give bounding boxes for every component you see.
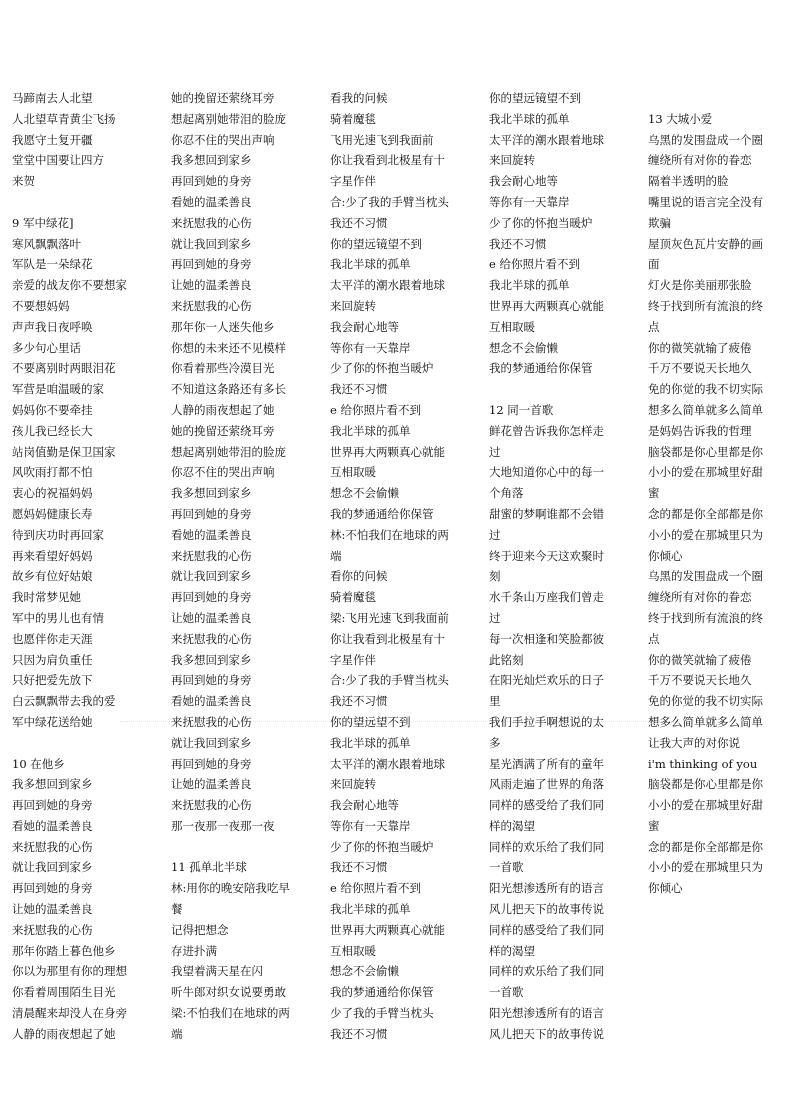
lyric-line: 互相取暖	[330, 943, 376, 958]
lyric-line: 来回旋转	[330, 777, 376, 792]
lyric-line: 乌黑的发围盘成一个圈	[648, 132, 763, 147]
lyric-line: 你想的未来还不见模样	[171, 340, 286, 355]
lyric-line: 我愿守土复开疆	[12, 132, 93, 147]
lyric-line: 小小的爱在那城里好甜	[648, 798, 763, 813]
lyric-line: 你倾心	[648, 548, 683, 563]
lyric-line: 你的微笑就输了疲倦	[648, 652, 752, 667]
lyric-line: 我们手拉手啊想说的太	[489, 714, 604, 729]
lyric-line: 不知道这条路还有多长	[171, 382, 286, 397]
blank-line	[12, 192, 162, 213]
lyric-line: 端	[330, 548, 342, 563]
lyric-line: 我北半球的孤单	[330, 735, 411, 750]
lyric-line: 千万不要说天长地久	[648, 361, 752, 376]
lyric-line: 人静的雨夜想起了她	[171, 402, 275, 417]
lyrics-column-4	[489, 88, 639, 1045]
lyric-line: 白云飘飘带去我的爱	[12, 694, 116, 709]
lyric-line: 我的梦通通给你保管	[330, 985, 434, 1000]
lyric-line: 那年你一人迷失他乡	[171, 319, 275, 334]
lyric-line: 你让我看到北极星有十	[330, 153, 445, 168]
lyric-line: 我还不习惯	[330, 694, 388, 709]
lyric-line: 那年你踏上暮色他乡	[12, 943, 116, 958]
lyric-line: 来抚慰我的心伤	[171, 215, 252, 230]
lyric-line: 人北望草青黄尘飞扬	[12, 111, 116, 126]
lyric-line: i'm thinking of you	[648, 756, 758, 771]
lyric-line: 蜜	[648, 818, 660, 833]
lyric-line: 缠绕所有对你的眷恋	[648, 590, 752, 605]
lyric-line: 我北半球的孤单	[330, 423, 411, 438]
lyric-line: 让她的温柔善良	[171, 777, 252, 792]
lyric-line: 点	[648, 319, 660, 334]
lyric-line: 在阳光灿烂欢乐的日子	[489, 673, 604, 688]
lyric-line: 鲜花曾告诉我你怎样走	[489, 423, 604, 438]
lyric-line: 站岗值勤是保卫国家	[12, 444, 116, 459]
lyrics-column-5	[648, 88, 770, 899]
lyric-line: 让她的温柔善良	[171, 610, 252, 625]
lyric-line: 看她的温柔善良	[171, 694, 252, 709]
lyric-line: 想念不会偷懒	[489, 340, 558, 355]
lyric-line: 合:少了我的手臂当枕头	[330, 194, 449, 209]
lyric-line: 我还不习惯	[330, 382, 388, 397]
lyric-line: 来抚慰我的心伤	[171, 548, 252, 563]
lyric-line: 风雨走遍了世界的角落	[489, 777, 604, 792]
lyric-line: 你忍不住的哭出声响	[171, 132, 275, 147]
lyric-line: 人静的雨夜想起了她	[12, 1026, 116, 1041]
lyric-line: 我还不习惯	[489, 236, 547, 251]
lyric-line: 林:用你的晚安陪我吃早	[171, 881, 290, 896]
lyric-line: 星光洒满了所有的童年	[489, 756, 604, 771]
lyric-line: 过	[489, 610, 501, 625]
lyric-line: 12 同一首歌	[489, 402, 554, 417]
lyric-line: 阳光想渗透所有的语言	[489, 1006, 604, 1021]
lyric-line: 我北半球的孤单	[330, 257, 411, 272]
lyric-line: 来回旋转	[489, 153, 535, 168]
lyric-line: 让我大声的对你说	[648, 735, 740, 750]
lyric-line: 待到庆功时再回家	[12, 527, 104, 542]
lyric-line: 个角落	[489, 486, 524, 501]
lyric-line: 世界再大两颗真心就能	[330, 444, 445, 459]
lyric-line: 13 大城小爱	[648, 111, 713, 126]
lyric-line: 隔着半透明的脸	[648, 174, 729, 189]
lyric-line: 你的微笑就输了疲倦	[648, 340, 752, 355]
lyric-line: 想多么简单就多么简单	[648, 402, 763, 417]
lyric-line: 合:少了我的手臂当枕头	[330, 673, 449, 688]
lyric-line: 9 军中绿花]	[12, 215, 74, 230]
lyric-line: 你倾心	[648, 881, 683, 896]
lyrics-column-2	[171, 88, 321, 1045]
lyric-line: 飞用光速飞到我面前	[330, 132, 434, 147]
lyric-line: 同样的欢乐给了我们同	[489, 964, 604, 979]
lyric-line: 等你有一天靠岸	[330, 340, 411, 355]
lyric-line: 只好把爱先放下	[12, 673, 93, 688]
lyric-line: 你的望远镜望不到	[489, 91, 581, 105]
lyric-line: 我多想回到家乡	[171, 486, 252, 501]
lyric-line: 来回旋转	[330, 298, 376, 313]
lyric-line: 屋顶灰色瓦片安静的画	[648, 236, 763, 251]
lyric-line: 想起离别她带泪的脸庞	[171, 444, 286, 459]
blank-line	[171, 837, 321, 858]
lyric-line: 字星作伴	[330, 174, 376, 189]
lyric-line: 再回到她的身旁	[171, 590, 252, 605]
lyric-line: 此铭刻	[489, 652, 524, 667]
lyric-line: 样的渴望	[489, 943, 535, 958]
lyric-line: 再回到她的身旁	[171, 174, 252, 189]
lyric-line: 等你有一天靠岸	[330, 818, 411, 833]
lyric-line: e 给你照片看不到	[330, 402, 421, 417]
lyric-line: 阳光想渗透所有的语言	[489, 881, 604, 896]
lyric-line: 等你有一天靠岸	[489, 194, 570, 209]
lyric-line: 军中的男儿也有情	[12, 610, 104, 625]
lyric-line: 千万不要说天长地久	[648, 673, 752, 688]
lyric-line: 餐	[171, 902, 183, 917]
lyric-line: 风吹雨打都不怕	[12, 465, 93, 480]
lyric-line: 念的都是你全部都是你	[648, 506, 763, 521]
lyric-line: 看她的温柔善良	[12, 818, 93, 833]
lyric-line: 你让我看到北极星有十	[330, 631, 445, 646]
lyric-line: 少了你的怀抱当暖炉	[330, 839, 434, 854]
lyric-line: 想念不会偷懒	[330, 964, 399, 979]
lyric-line: 你以为那里有你的理想	[12, 964, 127, 979]
lyric-line: 太平洋的潮水跟着地球	[489, 132, 604, 147]
lyric-line: 互相取暖	[330, 465, 376, 480]
lyric-line: 世界再大两颗真心就能	[489, 298, 604, 313]
lyric-line: 你的望远镜望不到	[330, 236, 422, 251]
lyric-line: 看她的温柔善良	[171, 527, 252, 542]
lyric-line: 不要离别时两眼泪花	[12, 361, 116, 376]
lyric-line: 衷心的祝福妈妈	[12, 486, 93, 501]
lyric-line: 字星作伴	[330, 652, 376, 667]
lyric-line: 愿妈妈健康长寿	[12, 506, 93, 521]
lyric-line: 乌黑的发围盘成一个圈	[648, 569, 763, 584]
lyric-line: 我还不习惯	[330, 215, 388, 230]
lyric-line: 再回到她的身旁	[171, 673, 252, 688]
lyric-line: 水千条山万座我们曾走	[489, 590, 604, 605]
lyric-line: 军中绿花送给她	[12, 714, 93, 729]
lyric-line: 我的梦通通给你保管	[489, 361, 593, 376]
lyric-line: 同样的感受给了我们同	[489, 798, 604, 813]
lyric-line: 看她的温柔善良	[171, 194, 252, 209]
lyric-line: 免的你觉的我不切实际	[648, 694, 763, 709]
lyric-line: 刻	[489, 569, 501, 584]
lyric-line: 少了你的怀抱当暖炉	[489, 215, 593, 230]
lyric-line: 太平洋的潮水跟着地球	[330, 278, 445, 293]
lyric-line: 妈妈你不要牵挂	[12, 402, 93, 417]
lyric-line: 终于找到所有流浪的终	[648, 610, 763, 625]
lyric-line: 小小的爱在那城里好甜	[648, 465, 763, 480]
lyric-line: 我时常梦见她	[12, 590, 81, 605]
lyric-line: 念的都是你全部都是你	[648, 839, 763, 854]
blank-line	[489, 379, 639, 400]
lyric-line: 骑着魔毯	[330, 590, 376, 605]
lyric-line: 再回到她的身旁	[171, 756, 252, 771]
blank-line	[12, 733, 162, 754]
lyric-line: 免的你觉的我不切实际	[648, 382, 763, 397]
lyric-line: 让她的温柔善良	[171, 278, 252, 293]
lyric-line: 声声我日夜呼唤	[12, 319, 93, 334]
lyric-line: 风儿把天下的故事传说	[489, 902, 604, 917]
lyric-line: 点	[648, 631, 660, 646]
lyric-line: 再回到她的身旁	[12, 798, 93, 813]
lyric-line: 终于迎来今天这欢聚时	[489, 548, 604, 563]
lyric-line: 来抚慰我的心伤	[171, 798, 252, 813]
lyric-line: 欺骗	[648, 215, 671, 230]
lyric-line: 你看着那些冷漠目光	[171, 361, 275, 376]
lyric-line: 亲爱的战友你不要想家	[12, 278, 127, 293]
lyric-line: 孩儿我已经长大	[12, 423, 93, 438]
lyric-line: 我多想回到家乡	[171, 652, 252, 667]
lyric-line: 小小的爱在那城里只为	[648, 860, 763, 875]
lyric-line: 军队是一朵绿花	[12, 257, 93, 272]
lyric-line: 听牛郎对织女说要勇敢	[171, 985, 286, 1000]
lyric-line: 我北半球的孤单	[330, 902, 411, 917]
lyric-line: 太平洋的潮水跟着地球	[330, 756, 445, 771]
lyric-line: 马蹄南去人北望	[12, 91, 93, 105]
lyric-line: 堂堂中国要让四方	[12, 153, 104, 168]
lyric-line: 就让我回到家乡	[171, 569, 252, 584]
lyric-line: 存进扑满	[171, 943, 217, 958]
lyric-line: 就让我回到家乡	[171, 735, 252, 750]
lyric-line: 我北半球的孤单	[489, 111, 570, 126]
lyric-line: 就让我回到家乡	[12, 860, 93, 875]
lyric-line: 再来看望好妈妈	[12, 548, 93, 563]
lyric-line: 多少句心里话	[12, 340, 81, 355]
lyric-line: 让她的温柔善良	[12, 902, 93, 917]
lyric-line: 看你的问候	[330, 569, 388, 584]
lyric-line: 端	[171, 1026, 183, 1041]
lyrics-column-1	[12, 88, 162, 1045]
lyric-line: 记得把想念	[171, 922, 229, 937]
lyric-line: 来抚慰我的心伤	[171, 714, 252, 729]
lyric-line: 也愿伴你走天涯	[12, 631, 93, 646]
lyric-line: 骑着魔毯	[330, 111, 376, 126]
lyric-line: 嘴里说的语言完全没有	[648, 194, 763, 209]
lyric-line: 再回到她的身旁	[171, 257, 252, 272]
lyric-line: 来抚慰我的心伤	[171, 298, 252, 313]
lyric-line: 想多么简单就多么简单	[648, 714, 763, 729]
lyric-line: 我北半球的孤单	[489, 278, 570, 293]
lyric-line: 世界再大两颗真心就能	[330, 922, 445, 937]
lyric-line: 林:不怕我们在地球的两	[330, 527, 449, 542]
lyric-line: 风儿把天下的故事传说	[489, 1026, 604, 1041]
lyric-line: 脑袋都是你心里都是你	[648, 777, 763, 792]
lyric-line: 梁:不怕我们在地球的两	[171, 1006, 290, 1021]
lyric-line: 看我的问候	[330, 91, 388, 105]
lyric-line: 样的渴望	[489, 818, 535, 833]
lyric-line: 我会耐心地等	[489, 174, 558, 189]
lyric-line: 我的梦通通给你保管	[330, 506, 434, 521]
lyric-line: 互相取暖	[489, 319, 535, 334]
lyric-line: e 给你照片看不到	[489, 257, 580, 272]
lyric-line: 想念不会偷懒	[330, 486, 399, 501]
lyric-line: e 给你照片看不到	[330, 881, 421, 896]
lyric-line: 你看着周围陌生目光	[12, 985, 116, 1000]
lyric-line: 终于找到所有流浪的终	[648, 298, 763, 313]
lyric-line: 我还不习惯	[330, 860, 388, 875]
lyric-line: 再回到她的身旁	[12, 881, 93, 896]
lyric-line: 是妈妈告诉我的哲理	[648, 423, 752, 438]
lyric-line: 我会耐心地等	[330, 798, 399, 813]
lyric-line: 一首歌	[489, 985, 524, 1000]
lyric-line: 就让我回到家乡	[171, 236, 252, 251]
lyric-line: 少了你的怀抱当暖炉	[330, 361, 434, 376]
lyric-line: 清晨醒来却没人在身旁	[12, 1006, 127, 1021]
lyric-line: 同样的欢乐给了我们同	[489, 839, 604, 854]
lyric-line: 里	[489, 694, 501, 709]
lyric-line: 故乡有位好姑娘	[12, 569, 93, 584]
lyrics-column-3	[330, 88, 480, 1045]
lyric-line: 我会耐心地等	[330, 319, 399, 334]
lyric-line: 每一次相逢和笑脸都彼	[489, 631, 604, 646]
lyric-line: 少了我的手臂当枕头	[330, 1006, 434, 1021]
lyric-line: 一首歌	[489, 860, 524, 875]
lyric-line: 蜜	[648, 486, 660, 501]
blank-line	[648, 88, 770, 109]
lyric-line: 小小的爱在那城里只为	[648, 527, 763, 542]
lyric-line: 寒风飘飘落叶	[12, 236, 81, 251]
lyric-line: 我还不习惯	[330, 1026, 388, 1041]
lyric-line: 10 在他乡	[12, 756, 65, 771]
lyric-line: 来抚慰我的心伤	[12, 839, 93, 854]
lyric-line: 过	[489, 527, 501, 542]
lyric-line: 11 孤单北半球	[171, 860, 247, 875]
lyric-line: 梁:飞用光速飞到我面前	[330, 610, 449, 625]
lyric-line: 不要想妈妈	[12, 298, 70, 313]
lyric-line: 同样的感受给了我们同	[489, 922, 604, 937]
lyric-line: 脑袋都是你心里都是你	[648, 444, 763, 459]
lyric-line: 她的挽留还萦绕耳旁	[171, 91, 275, 105]
lyric-line: 甜蜜的梦啊谁都不会错	[489, 506, 604, 521]
lyric-line: 大地知道你心中的每一	[489, 465, 604, 480]
lyric-line: 多	[489, 735, 501, 750]
lyric-line: 你的望远望不到	[330, 714, 411, 729]
lyric-line: 我多想回到家乡	[12, 777, 93, 792]
lyric-line: 她的挽留还萦绕耳旁	[171, 423, 275, 438]
lyric-line: 你忍不住的哭出声响	[171, 465, 275, 480]
lyric-line: 缠绕所有对你的眷恋	[648, 153, 752, 168]
lyric-line: 想起离别她带泪的脸庞	[171, 111, 286, 126]
lyric-line: 面	[648, 257, 660, 272]
lyric-line: 来抚慰我的心伤	[12, 922, 93, 937]
lyric-line: 来抚慰我的心伤	[171, 631, 252, 646]
lyric-line: 军营是咱温暖的家	[12, 382, 104, 397]
lyric-line: 只因为肩负重任	[12, 652, 93, 667]
lyric-line: 那一夜那一夜那一夜	[171, 818, 275, 833]
lyric-line: 来贺	[12, 174, 35, 189]
lyric-line: 再回到她的身旁	[171, 506, 252, 521]
lyric-line: 我多想回到家乡	[171, 153, 252, 168]
lyric-line: 灯火是你美丽那张脸	[648, 278, 752, 293]
lyric-line: 我望着满天星在闪	[171, 964, 263, 979]
lyric-line: 过	[489, 444, 501, 459]
